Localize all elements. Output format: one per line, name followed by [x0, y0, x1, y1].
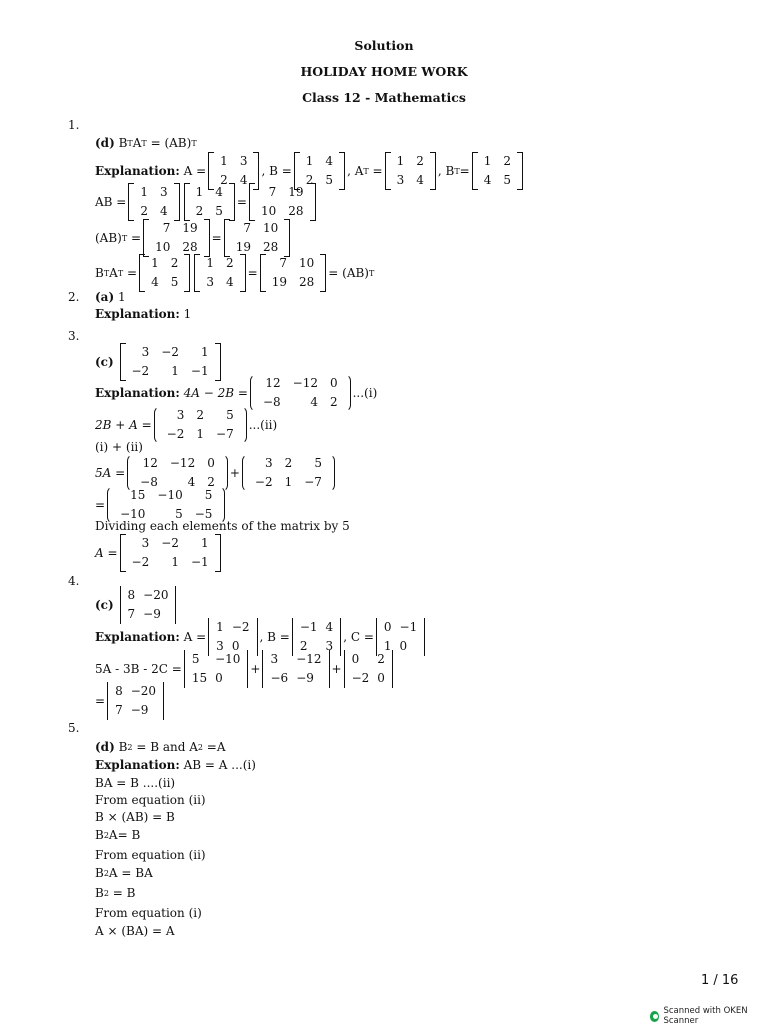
matrix-cell: −10 — [120, 507, 146, 521]
q5-answer: (d) B 2 = B and A 2 =A — [95, 740, 226, 754]
matrix-cell: 5 — [204, 488, 213, 502]
matrix-cell: 5 — [325, 173, 334, 187]
matrix-cell: −20 — [130, 684, 157, 698]
matrix-body — [478, 152, 517, 190]
q1-abt-line: (AB) T = 7 19 10 28 = 7 10 19 28 — [95, 219, 292, 257]
matrix-body — [149, 219, 204, 257]
matrix-cell: 12 — [265, 376, 281, 390]
matrix-bracket-right — [392, 650, 393, 688]
matrix-body — [200, 254, 239, 292]
matrix-body — [145, 254, 184, 292]
matrix-cell: 5 — [175, 507, 183, 521]
matrix-cell: 3 — [141, 345, 150, 359]
matrix-bracket-right — [204, 219, 210, 257]
q5-step: From equation (i) — [95, 906, 202, 920]
determinant-term — [184, 650, 249, 688]
matrix-cell: 4 — [160, 204, 168, 218]
q5-step: B × (AB) = B — [95, 810, 175, 824]
matrix-cell: 2 — [207, 475, 215, 489]
matrix-cell: −10 — [157, 488, 183, 502]
matrix-cell: −12 — [296, 652, 322, 666]
scanner-watermark: Scanned with OKEN Scanner — [650, 1006, 768, 1026]
matrix-body — [134, 183, 173, 221]
matrix-cell: 12 — [142, 456, 158, 470]
matrix-cell: 4 — [226, 275, 234, 289]
q4-combo: 5A - 3B - 2C = 5 −10 15 0 + 3 −12 −6 −9 + 0 2 −2 0 — [95, 650, 395, 688]
matrix-bracket-right — [229, 183, 235, 221]
matrix-bracket-right — [240, 254, 246, 292]
matrix-cell: 28 — [288, 204, 304, 218]
matrix-cell: −12 — [169, 456, 196, 470]
matrix-cell: 3 — [239, 154, 248, 168]
matrix-cell: 19 — [271, 275, 287, 289]
matrix-cell: 3 — [264, 456, 273, 470]
matrix-bracket-right — [284, 219, 290, 257]
matrix-body — [126, 534, 215, 572]
q1-btat-line: B T A T = 1 2 4 5 1 2 3 4 = 7 10 19 28 = (AB) T — [95, 254, 374, 292]
q3-5a-line: 5A = 12 −12 0 −8 4 2 + 3 2 5 −2 1 −7 — [95, 454, 337, 492]
matrix-bracket-right — [310, 183, 316, 221]
matrix-cell: 5 — [215, 204, 223, 218]
matrix-cell: 0 — [399, 639, 408, 653]
question-number: 4. — [68, 574, 80, 588]
matrix-AB — [249, 183, 316, 221]
matrix-cell: 1 — [383, 639, 392, 653]
matrix-cell: −8 — [262, 395, 281, 409]
matrix-cell: 5 — [170, 275, 179, 289]
matrix-bracket-right — [430, 152, 436, 190]
matrix-cell: −8 — [140, 475, 158, 489]
matrix-cell: 4 — [215, 185, 223, 199]
matrix-cell: 4 — [239, 173, 248, 187]
matrix-cell: 0 — [231, 639, 240, 653]
matrix-cell: 19 — [182, 221, 198, 235]
matrix-cell: 1 — [151, 256, 159, 270]
matrix-B — [184, 183, 235, 221]
matrix-A — [128, 183, 179, 221]
q5-step: BA = B ....(ii) — [95, 776, 176, 790]
matrix-bracket-right — [344, 374, 351, 412]
determinant-term — [344, 650, 393, 688]
matrix-bracket-left — [344, 650, 345, 688]
matrix-BT — [139, 254, 190, 292]
determinant-term — [262, 650, 329, 688]
answer-label: (c) — [95, 598, 114, 612]
answer-label: (a) — [95, 290, 115, 304]
matrix-bracket-left — [107, 682, 108, 720]
matrix-cell: 15 — [130, 488, 146, 502]
matrix-cell: 3 — [141, 536, 150, 550]
matrix-cell: 7 — [127, 607, 136, 621]
matrix-cell: −2 — [351, 671, 370, 685]
matrix-cell: 4 — [325, 620, 334, 634]
page-title: Solution — [354, 38, 414, 53]
matrix-cell: 2 — [140, 204, 148, 218]
matrix-cell: −1 — [299, 620, 318, 634]
matrix-bracket-right — [329, 650, 330, 688]
q3-sum-line: (i) + (ii) — [95, 440, 143, 454]
matrix-cell: 10 — [155, 240, 171, 254]
class-line: Class 12 - Mathematics — [302, 90, 466, 105]
matrix-cell: 2 — [220, 173, 228, 187]
q2-answer: (a) 1 — [95, 290, 126, 304]
q5-step: A × (BA) = A — [95, 924, 175, 938]
answer-label: (c) — [95, 355, 114, 369]
matrix-cell: 2 — [305, 173, 314, 187]
question-number: 1. — [68, 118, 80, 132]
explanation-label: Explanation: — [95, 386, 180, 400]
matrix-body — [161, 406, 240, 444]
matrix-AT — [194, 254, 245, 292]
q5-step: B 2 A = BA — [95, 866, 153, 880]
matrix-cell: 0 — [215, 671, 223, 685]
matrix-cell: −6 — [270, 671, 289, 685]
q1-explanation: Explanation: A = 1 3 2 4 , B = 1 4 2 5 , A T = 1 2 3 4 , B T = 1 2 4 5 — [95, 152, 525, 190]
matrix-cell: −20 — [143, 588, 169, 602]
matrix-body — [266, 254, 321, 292]
page-subtitle: HOLIDAY HOME WORK — [300, 64, 468, 79]
matrix-eq2 — [242, 454, 335, 492]
matrix-cell: 15 — [191, 671, 208, 685]
matrix-cell: 0 — [329, 376, 338, 390]
matrix-cell: 3 — [396, 173, 405, 187]
matrix-body — [230, 219, 285, 257]
matrix-cell: −9 — [143, 607, 161, 621]
question-number: 3. — [68, 329, 80, 343]
q3-eq2: 2B + A = 3 2 5 −2 1 −7 ...(ii) — [95, 406, 277, 444]
q5-step: B 2 = B — [95, 886, 136, 900]
matrix-cell: −2 — [161, 345, 179, 359]
question-number: 5. — [68, 721, 80, 735]
question-number: 2. — [68, 290, 80, 304]
matrix-cell: −5 — [194, 507, 213, 521]
matrix-cell: −7 — [216, 427, 234, 441]
matrix-cell: 4 — [325, 154, 334, 168]
explanation-label: Explanation: — [95, 164, 180, 178]
matrix-eq2 — [154, 406, 247, 444]
matrix-cell: −2 — [231, 620, 250, 634]
matrix-bracket-right — [517, 152, 523, 190]
matrix-cell: 7 — [279, 256, 287, 270]
matrix-cell: 28 — [263, 240, 279, 254]
matrix-cell: 1 — [284, 475, 293, 489]
matrix-body — [249, 454, 328, 492]
q4-result: = 8 −20 7 −9 — [95, 682, 166, 720]
matrix-cell: 3 — [325, 639, 334, 653]
matrix-cell: 0 — [383, 620, 392, 634]
matrix-body — [188, 650, 245, 688]
matrix-cell: −12 — [292, 376, 318, 390]
determinant-result — [107, 682, 164, 720]
q3-explanation: Explanation: 4A − 2B = 12 −12 0 −8 4 2 ...(i) — [95, 374, 377, 412]
matrix-result — [120, 534, 221, 572]
matrix-cell: 7 — [243, 221, 251, 235]
matrix-cell: 4 — [151, 275, 159, 289]
explanation-label: Explanation: — [95, 307, 180, 321]
matrix-bracket-right — [424, 618, 425, 656]
matrix-bracket-right — [163, 682, 164, 720]
matrix-cell: 7 — [115, 703, 123, 717]
matrix-cell: 2 — [195, 204, 204, 218]
matrix-cell: 19 — [288, 185, 304, 199]
matrix-cell: 7 — [162, 221, 171, 235]
matrix-cell: 2 — [329, 395, 338, 409]
matrix-cell: 2 — [170, 256, 179, 270]
q3-result: A = 3 −2 1 −2 1 −1 — [95, 534, 223, 572]
matrix-cell: −1 — [399, 620, 418, 634]
matrix-cell: 1 — [206, 256, 214, 270]
matrix-cell: 0 — [377, 671, 385, 685]
matrix-BT — [472, 152, 523, 190]
matrix-cell: 4 — [483, 173, 492, 187]
matrix-cell: 0 — [351, 652, 360, 666]
matrix-body — [348, 650, 389, 688]
matrix-body — [391, 152, 430, 190]
matrix-cell: −2 — [161, 536, 179, 550]
matrix-cell: −2 — [254, 475, 273, 489]
matrix-body — [266, 650, 325, 688]
matrix-cell: 4 — [187, 475, 196, 489]
matrix-cell: 7 — [268, 185, 277, 199]
matrix-cell: −7 — [304, 475, 322, 489]
q5-step: From equation (ii) — [95, 793, 206, 807]
answer-label: (d) — [95, 740, 115, 754]
matrix-bracket-left — [184, 650, 185, 688]
matrix-cell: 10 — [260, 204, 277, 218]
matrix-cell: −10 — [215, 652, 241, 666]
matrix-cell: 4 — [310, 395, 318, 409]
matrix-cell: 1 — [171, 555, 179, 569]
matrix-cell: 3 — [176, 408, 185, 422]
q1-ab-line: AB = 1 3 2 4 1 4 2 5 = 7 19 10 28 — [95, 183, 318, 221]
matrix-cell: 3 — [270, 652, 279, 666]
explanation-label: Explanation: — [95, 758, 180, 772]
matrix-cell: 3 — [206, 275, 214, 289]
matrix-bracket-right — [240, 406, 247, 444]
matrix-cell: 8 — [127, 588, 136, 602]
matrix-cell: 0 — [207, 456, 215, 470]
matrix-bracket-right — [174, 183, 180, 221]
q2-explanation: Explanation: 1 — [95, 307, 192, 321]
matrix-bracket-left — [154, 406, 161, 444]
matrix-cell: 5 — [226, 408, 234, 422]
page-number: 1 / 16 — [701, 973, 739, 988]
matrix-cell: 3 — [160, 185, 168, 199]
matrix-cell: 28 — [298, 275, 315, 289]
q3-divide-text: Dividing each elements of the matrix by 5 — [95, 519, 350, 533]
scanner-logo-icon — [650, 1011, 659, 1022]
matrix-bracket-left — [242, 454, 249, 492]
matrix-cell: 1 — [483, 154, 492, 168]
matrix-cell: 2 — [416, 154, 424, 168]
matrix-bracket-left — [262, 650, 263, 688]
matrix-cell: 8 — [115, 684, 123, 698]
matrix-cell: 1 — [201, 536, 209, 550]
matrix-cell: 10 — [263, 221, 279, 235]
matrix-bracket-right — [339, 152, 345, 190]
matrix-cell: −9 — [296, 671, 314, 685]
matrix-cell: −2 — [131, 555, 150, 569]
matrix-bracket-right — [320, 254, 326, 292]
matrix-cell: −9 — [130, 703, 149, 717]
matrix-cell: 1 — [196, 427, 205, 441]
matrix-cell: 2 — [377, 652, 385, 666]
matrix-ABT — [260, 254, 327, 292]
matrix-cell: 2 — [299, 639, 308, 653]
matrix-body — [190, 183, 229, 221]
matrix-bracket-right — [328, 454, 335, 492]
matrix-cell: 2 — [503, 154, 512, 168]
matrix-bracket-right — [247, 650, 248, 688]
q1-answer: (d) B T A T = (AB) T — [95, 136, 197, 150]
matrix-bracket-right — [215, 534, 221, 572]
q3-sum-result: = 15 −10 5 −10 5 −5 — [95, 486, 227, 524]
matrix-cell: 1 — [305, 154, 314, 168]
q4-explanation: Explanation: A = 1 −2 3 0 , B = −1 4 2 3 , C = 0 −1 1 0 — [95, 618, 427, 656]
matrix-cell: −2 — [131, 364, 150, 378]
matrix-cell: 1 — [171, 364, 179, 378]
matrix-cell: 1 — [220, 154, 228, 168]
q5-step: B 2 A= B — [95, 828, 141, 842]
matrix-cell: 2 — [196, 408, 205, 422]
matrix-bracket-right — [184, 254, 190, 292]
matrix-body — [111, 682, 160, 720]
matrix-cell: 19 — [235, 240, 251, 254]
matrix-cell: −1 — [190, 364, 209, 378]
matrix-cell: −1 — [190, 555, 209, 569]
matrix-cell: 2 — [284, 456, 293, 470]
matrix-body — [255, 183, 310, 221]
q5-step: From equation (ii) — [95, 848, 206, 862]
matrix-cell: −2 — [166, 427, 185, 441]
matrix-cell: 3 — [216, 639, 224, 653]
matrix-cell: 1 — [396, 154, 405, 168]
matrix-cell: 1 — [216, 620, 224, 634]
matrix-cell: 5 — [191, 652, 200, 666]
matrix-cell: 10 — [298, 256, 315, 270]
matrix-cell: 2 — [226, 256, 234, 270]
explanation-label: Explanation: — [95, 630, 180, 644]
matrix-ABT — [224, 219, 291, 257]
matrix-cell: 28 — [182, 240, 198, 254]
matrix-AT — [385, 152, 436, 190]
matrix-cell: 5 — [503, 173, 512, 187]
matrix-cell: 1 — [195, 185, 204, 199]
matrix-cell: 5 — [314, 456, 322, 470]
matrix-AB — [143, 219, 210, 257]
matrix-cell: 4 — [416, 173, 424, 187]
answer-label: (d) — [95, 136, 115, 150]
matrix-cell: 1 — [200, 345, 209, 359]
q5-explanation: Explanation: AB = A ...(i) — [95, 758, 256, 772]
matrix-cell: 1 — [140, 185, 148, 199]
